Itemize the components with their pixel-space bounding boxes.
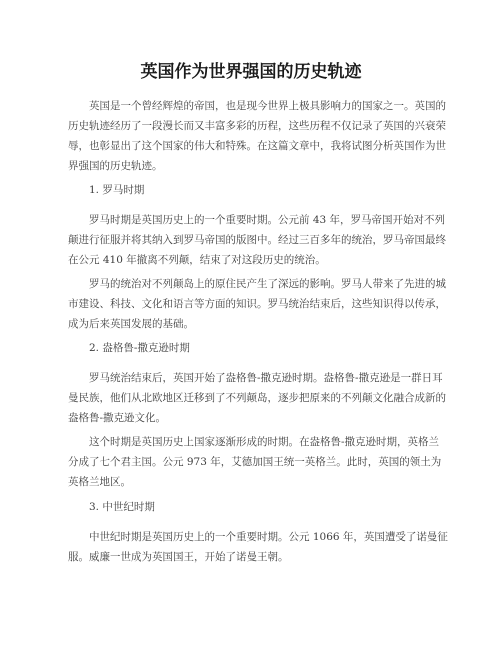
text-line: 服。威廉一世成为英国国王，开始了诺曼王朝。 [68, 551, 289, 563]
text-line: 颠进行征服并将其纳入到罗马帝国的版图中。经过三百多年的统治，罗马帝国最终 [68, 234, 446, 246]
text-line: 这个时期是英国历史上国家逐渐形成的时期。在盎格鲁-撒克逊时期，英格兰 [89, 436, 440, 448]
text-line: 罗马时期是英国历史上的一个重要时期。公元前 43 年，罗马帝国开始对不列 [89, 214, 446, 226]
body-paragraph [68, 527, 448, 567]
text-line: 成为后来英国发展的基础。 [68, 318, 194, 330]
document-title: 英国作为世界强国的历史轨迹 [140, 62, 362, 82]
body-paragraph [68, 210, 446, 270]
section-heading: 3. 中世纪时期 [89, 501, 155, 513]
body-paragraph [68, 368, 446, 428]
section-heading: 1. 罗马时期 [89, 184, 145, 196]
text-line: 在公元 410 年撤离不列颠，结束了对这段历史的统治。 [68, 254, 326, 266]
text-line: 曼民族，他们从北欧地区迁移到了不列颠岛，逐步把原来的不列颠文化融合成新的 [68, 392, 446, 404]
text-line: 分成了七个君主国。公元 973 年，艾德加国王统一英格兰。此时，英国的领土为 [68, 456, 442, 468]
body-paragraph [68, 274, 446, 334]
section-heading: 2. 盎格鲁-撒克逊时期 [89, 342, 190, 354]
text-line: 辱，也彰显出了这个国家的伟大和特殊。在这篇文章中，我将试图分析英国作为世 [68, 140, 446, 152]
intro-paragraph [68, 96, 446, 176]
text-line: 界强国的历史轨迹。 [68, 160, 163, 172]
text-line: 英格兰地区。 [68, 476, 131, 488]
text-line: 罗马的统治对不列颠岛上的原住民产生了深远的影响。罗马人带来了先进的城 [89, 278, 446, 290]
text-line: 历史轨迹经历了一段漫长而又丰富多彩的历程，这些历程不仅记录了英国的兴衰荣 [68, 120, 446, 132]
text-line: 罗马统治结束后，英国开始了盎格鲁-撒克逊时期。盎格鲁-撒克逊是一群日耳 [89, 372, 443, 384]
text-line: 英国是一个曾经辉煌的帝国，也是现今世界上极具影响力的国家之一。英国的 [89, 100, 446, 112]
text-line: 市建设、科技、文化和语言等方面的知识。罗马统治结束后，这些知识得以传承， [68, 298, 446, 310]
text-line: 中世纪时期是英国历史上的一个重要时期。公元 1066 年，英国遭受了诺曼征 [89, 531, 448, 543]
body-paragraph [68, 432, 442, 492]
text-line: 盎格鲁-撒克逊文化。 [68, 412, 167, 424]
